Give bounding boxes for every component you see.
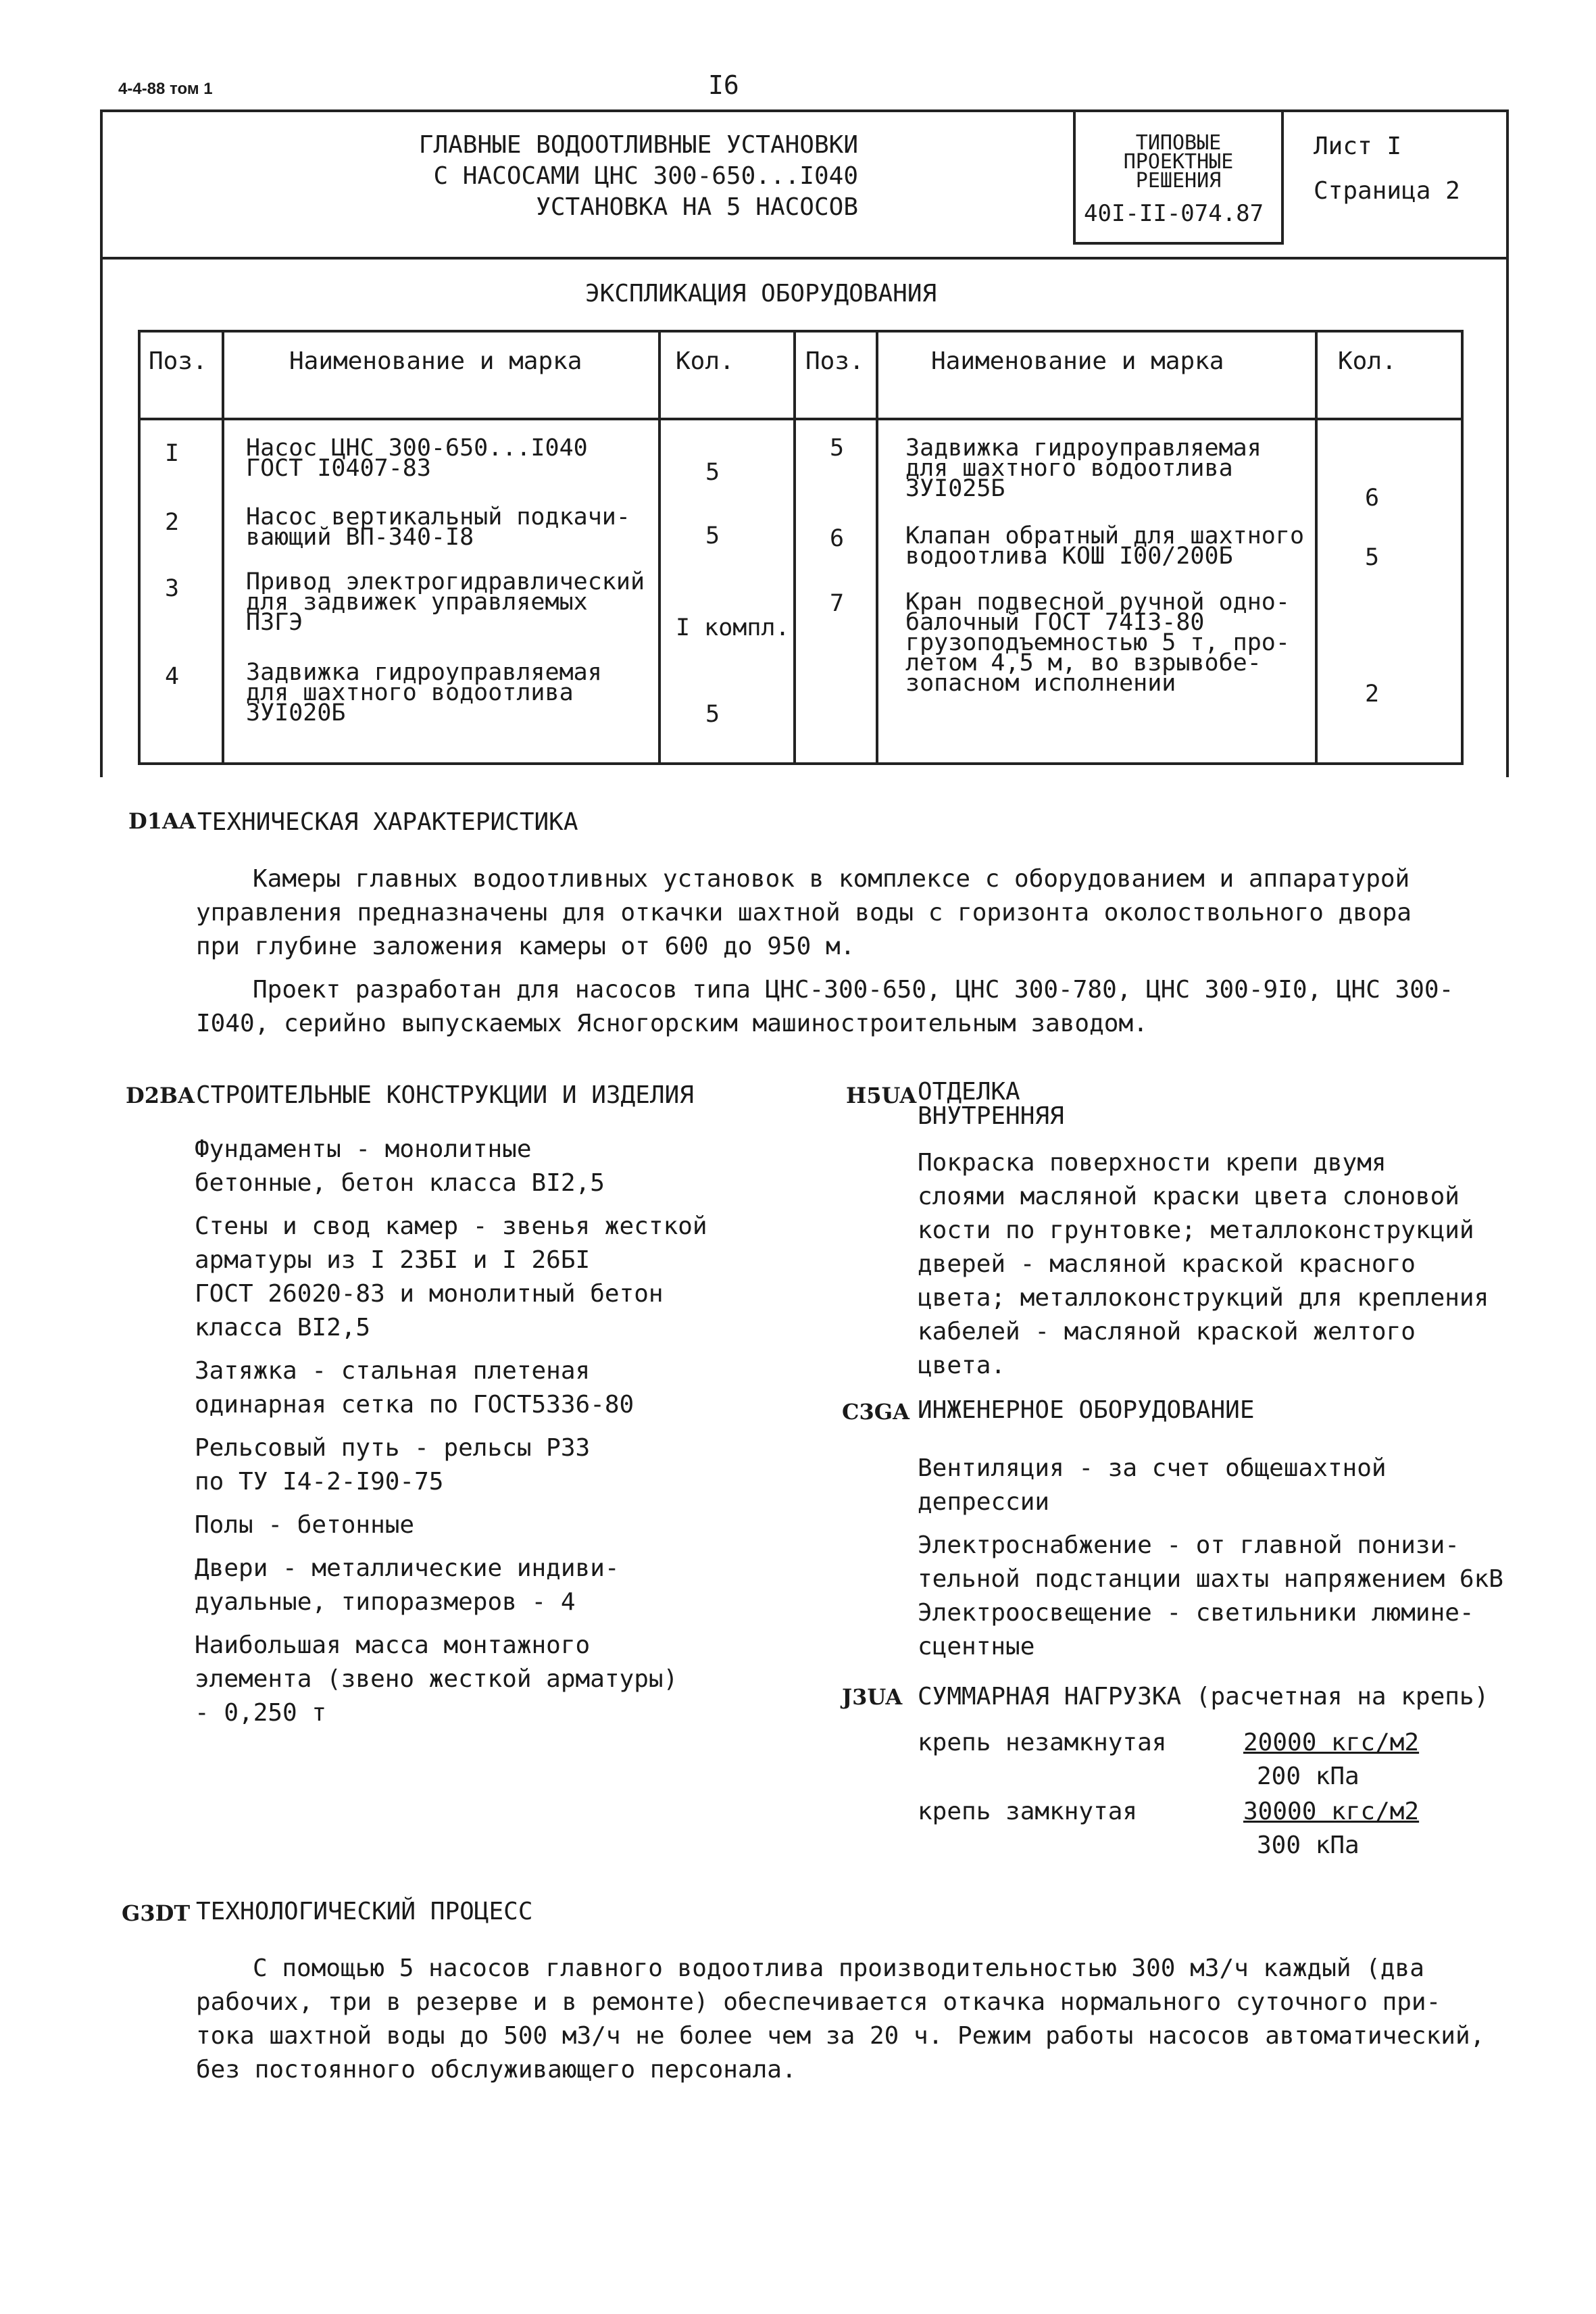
section-code: D1AA — [128, 808, 196, 834]
table-cell-qty: I компл. — [676, 614, 790, 641]
name-line: зопасном исполнении — [905, 670, 1176, 697]
text-line: сцентные — [918, 1633, 1035, 1660]
load-row-label: крепь замкнутая — [918, 1798, 1138, 1825]
name-line: летом 4,5 м, во взрывобе- — [905, 649, 1262, 676]
text-line: тельной подстанции шахты напряжением 6кВ — [918, 1565, 1503, 1593]
typical-solutions-label — [1077, 131, 1280, 193]
document-reference: 4-4-88 том 1 — [118, 80, 213, 98]
typical-line-3: РЕШЕНИЯ — [1135, 169, 1222, 193]
table-cell-pos: 7 — [830, 590, 845, 617]
name-line: вающий ВП-340-I8 — [246, 524, 474, 551]
text-line: I040, серийно выпускаемых Ясногорским машиностроительным заводом. — [196, 1010, 1148, 1037]
table-cell-qty: 5 — [705, 701, 720, 728]
engineering-item — [918, 1452, 1503, 1519]
table-cell-name — [246, 503, 630, 551]
text-line: управления предназначены для откачки шахтной воды с горизонта околоствольного двора — [196, 899, 1412, 927]
text-line: ГОСТ 26020-83 и монолитный бетон — [195, 1280, 664, 1308]
table-cell-pos: 3 — [165, 575, 180, 602]
construction-items — [195, 1133, 707, 1730]
load-row-value-kgf: 30000 кгс/м2 — [1243, 1798, 1420, 1825]
load-row-value-kpa: 200 кПа — [1257, 1763, 1360, 1790]
text-line: кабелей - масляной краской желтого — [918, 1318, 1416, 1346]
load-row-label: крепь незамкнутая — [918, 1729, 1167, 1756]
equipment-table — [138, 330, 1464, 765]
name-line: водоотлива КОШ I00/200Б — [905, 543, 1233, 570]
page-number: I6 — [708, 70, 739, 100]
text-line: Двери - металлические индиви- — [195, 1554, 620, 1582]
title-line: ВНУТРЕННЯЯ — [918, 1102, 1064, 1130]
text-line: элемента (звено жесткой арматуры) — [195, 1665, 678, 1693]
name-line: для шахтного водоотлива — [905, 455, 1233, 482]
section-code: C3GA — [842, 1399, 909, 1425]
name-line: Задвижка гидроуправляемая — [905, 435, 1262, 462]
table-cell-pos: 2 — [165, 509, 180, 536]
text-line: арматуры из I 23БI и I 26БI — [195, 1246, 591, 1274]
engineering-section-title: ИНЖЕНЕРНОЕ ОБОРУДОВАНИЕ — [918, 1396, 1255, 1424]
text-line: С помощью 5 насосов главного водоотлива производительностью 300 м3/ч каждый (два — [253, 1954, 1424, 1982]
table-cell-name — [905, 589, 1290, 697]
name-line: ЗУI025Б — [905, 475, 1005, 502]
text-line: Электроснабжение - от главной понизи- — [918, 1531, 1460, 1559]
text-line: бетонные, бетон класса BI2,5 — [195, 1169, 605, 1197]
text-line: Камеры главных водоотливных установок в комплексе с оборудованием и аппаратурой — [253, 865, 1410, 893]
construction-item — [195, 1431, 707, 1499]
table-cell-qty: 2 — [1365, 681, 1380, 708]
table-cell-qty: 6 — [1365, 485, 1380, 512]
tech-paragraph-2 — [196, 973, 1453, 1041]
table-cell-pos: 6 — [830, 525, 845, 552]
col-header-qty: Кол. — [676, 347, 734, 375]
text-line: класса BI2,5 — [195, 1314, 371, 1341]
col-header-name: Наименование и марка — [931, 347, 1224, 375]
process-text — [196, 1952, 1485, 2087]
table-cell-pos: 5 — [830, 435, 845, 462]
text-line: Электроосвещение - светильники люмине- — [918, 1599, 1474, 1627]
finish-section-title — [918, 1080, 1064, 1129]
construction-section-title: СТРОИТЕЛЬНЫЕ КОНСТРУКЦИИ И ИЗДЕЛИЯ — [196, 1081, 694, 1109]
col-header-pos: Поз. — [149, 347, 207, 375]
text-line: слоями масляной краски цвета слоновой — [918, 1183, 1460, 1210]
table-cell-name — [246, 435, 588, 482]
text-line: Полы - бетонные — [195, 1511, 415, 1539]
name-line: Клапан обратный для шахтного — [905, 522, 1305, 549]
page-label: Страница 2 — [1314, 177, 1460, 205]
explication-title: ЭКСПЛИКАЦИЯ ОБОРУДОВАНИЯ — [585, 280, 937, 307]
text-line: депрессии — [918, 1488, 1050, 1516]
table-cell-qty: 5 — [705, 459, 720, 486]
text-line: Стены и свод камер - звенья жесткой — [195, 1212, 707, 1240]
col-header-qty: Кол. — [1338, 347, 1397, 375]
title-line-2: С НАСОСАМИ ЦНС 300-650...I040 — [433, 162, 858, 190]
text-line: дверей - масляной краской красного — [918, 1250, 1416, 1278]
name-line: ПЗГЭ — [246, 609, 303, 636]
table-header-rule — [141, 418, 1461, 420]
table-cell-pos: 4 — [165, 663, 180, 690]
name-line: Насос вертикальный подкачи- — [246, 503, 630, 531]
name-line: ГОСТ I0407-83 — [246, 455, 431, 482]
table-cell-qty: 5 — [1365, 544, 1380, 571]
name-line: Насос ЦНС 300-650...I040 — [246, 435, 588, 462]
name-line: для задвижек управляемых — [246, 589, 588, 616]
tech-section-title: ТЕХНИЧЕСКАЯ ХАРАКТЕРИСТИКА — [197, 808, 578, 836]
name-line: ЗУI020Б — [246, 699, 346, 727]
process-section-title: ТЕХНОЛОГИЧЕСКИЙ ПРОЦЕСС — [196, 1898, 533, 1925]
text-line: дуальные, типоразмеров - 4 — [195, 1588, 576, 1616]
title-line-3: УСТАНОВКА НА 5 НАСОСОВ — [536, 193, 858, 221]
document-code: 40I-II-074.87 — [1084, 200, 1264, 227]
text-line: по ТУ I4-2-I90-75 — [195, 1468, 444, 1496]
table-col-rule — [1315, 333, 1318, 762]
text-line: цвета. — [918, 1352, 1006, 1379]
name-line: грузоподъемностью 5 т, про- — [905, 629, 1290, 656]
tech-paragraph-1 — [196, 862, 1412, 964]
text-line: Рельсовый путь - рельсы Р33 — [195, 1434, 591, 1462]
text-line: Вентиляция - за счет общешахтной — [918, 1454, 1387, 1482]
sheet-label: Лист I — [1314, 132, 1402, 160]
load-section-title: СУММАРНАЯ НАГРУЗКА (расчетная на крепь) — [918, 1683, 1489, 1710]
text-line: рабочих, три в резерве и в ремонте) обеспечивается откачка нормального суточного при- — [196, 1988, 1441, 2016]
table-cell-name — [246, 568, 645, 636]
load-row-value-kpa: 300 кПа — [1257, 1831, 1360, 1859]
table-cell-pos: I — [165, 440, 180, 467]
load-row-value-kgf: 20000 кгс/м2 — [1243, 1729, 1420, 1756]
construction-item — [195, 1210, 707, 1345]
table-col-rule — [658, 333, 661, 762]
text-line: при глубине заложения камеры от 600 до 950 м. — [196, 933, 855, 960]
text-line: Проект разработан для насосов типа ЦНС-300-650, ЦНС 300-780, ЦНС 300-9I0, ЦНС 300- — [253, 976, 1454, 1004]
title-block-divider-1 — [1073, 109, 1076, 245]
name-line: Задвижка гидроуправляемая — [246, 659, 602, 686]
title-block-title — [405, 130, 858, 223]
title-block-inner-bottom — [1073, 242, 1284, 245]
text-line: Покраска поверхности крепи двумя — [918, 1149, 1387, 1177]
name-line: балочный ГОСТ 74I3-80 — [905, 609, 1205, 636]
table-col-rule — [222, 333, 224, 762]
table-cell-qty: 5 — [705, 522, 720, 549]
construction-item — [195, 1629, 707, 1730]
table-cell-name — [905, 522, 1305, 570]
table-cell-name — [246, 659, 602, 727]
finish-text — [918, 1146, 1489, 1383]
text-line: Затяжка - стальная плетеная — [195, 1357, 591, 1385]
section-code: H5UA — [846, 1083, 917, 1108]
title-line-1: ГЛАВНЫЕ ВОДООТЛИВНЫЕ УСТАНОВКИ — [418, 131, 858, 159]
text-line: кости по грунтовке; металлоконструкций — [918, 1216, 1474, 1244]
construction-item — [195, 1552, 707, 1619]
construction-item — [195, 1133, 707, 1200]
text-line: одинарная сетка по ГОСТ5336-80 — [195, 1391, 634, 1419]
engineering-items — [918, 1452, 1503, 1664]
col-header-pos: Поз. — [805, 347, 864, 375]
title-block-bottom-rule — [100, 257, 1509, 260]
construction-item — [195, 1508, 707, 1542]
table-col-rule — [793, 333, 796, 762]
construction-item — [195, 1354, 707, 1422]
text-line: Наибольшая масса монтажного — [195, 1631, 591, 1659]
text-line: цвета; металлоконструкций для крепления — [918, 1284, 1489, 1312]
col-header-name: Наименование и марка — [289, 347, 582, 375]
table-cell-name — [905, 435, 1262, 502]
table-col-rule — [876, 333, 878, 762]
text-line: без постоянного обслуживающего персонала. — [196, 2056, 797, 2084]
typical-line-2: ПРОЕКТНЫЕ — [1123, 150, 1234, 174]
section-code: D2BA — [126, 1083, 195, 1108]
name-line: Кран подвесной ручной одно- — [905, 589, 1290, 616]
text-line: Фундаменты - монолитные — [195, 1135, 532, 1163]
title-line: ОТДЕЛКА — [918, 1078, 1020, 1106]
typical-line-1: ТИПОВЫЕ — [1135, 131, 1222, 155]
engineering-item — [918, 1529, 1503, 1664]
section-code: G3DT — [122, 1900, 191, 1926]
text-line: - 0,250 т — [195, 1699, 327, 1727]
section-code: J3UA — [842, 1684, 903, 1710]
title-block-divider-2 — [1281, 109, 1284, 245]
text-line: тока шахтной воды до 500 м3/ч не более чем за 20 ч. Режим работы насосов автоматический, — [196, 2022, 1485, 2050]
name-line: для шахтного водоотлива — [246, 679, 574, 706]
name-line: Привод электрогидравлический — [246, 568, 645, 595]
